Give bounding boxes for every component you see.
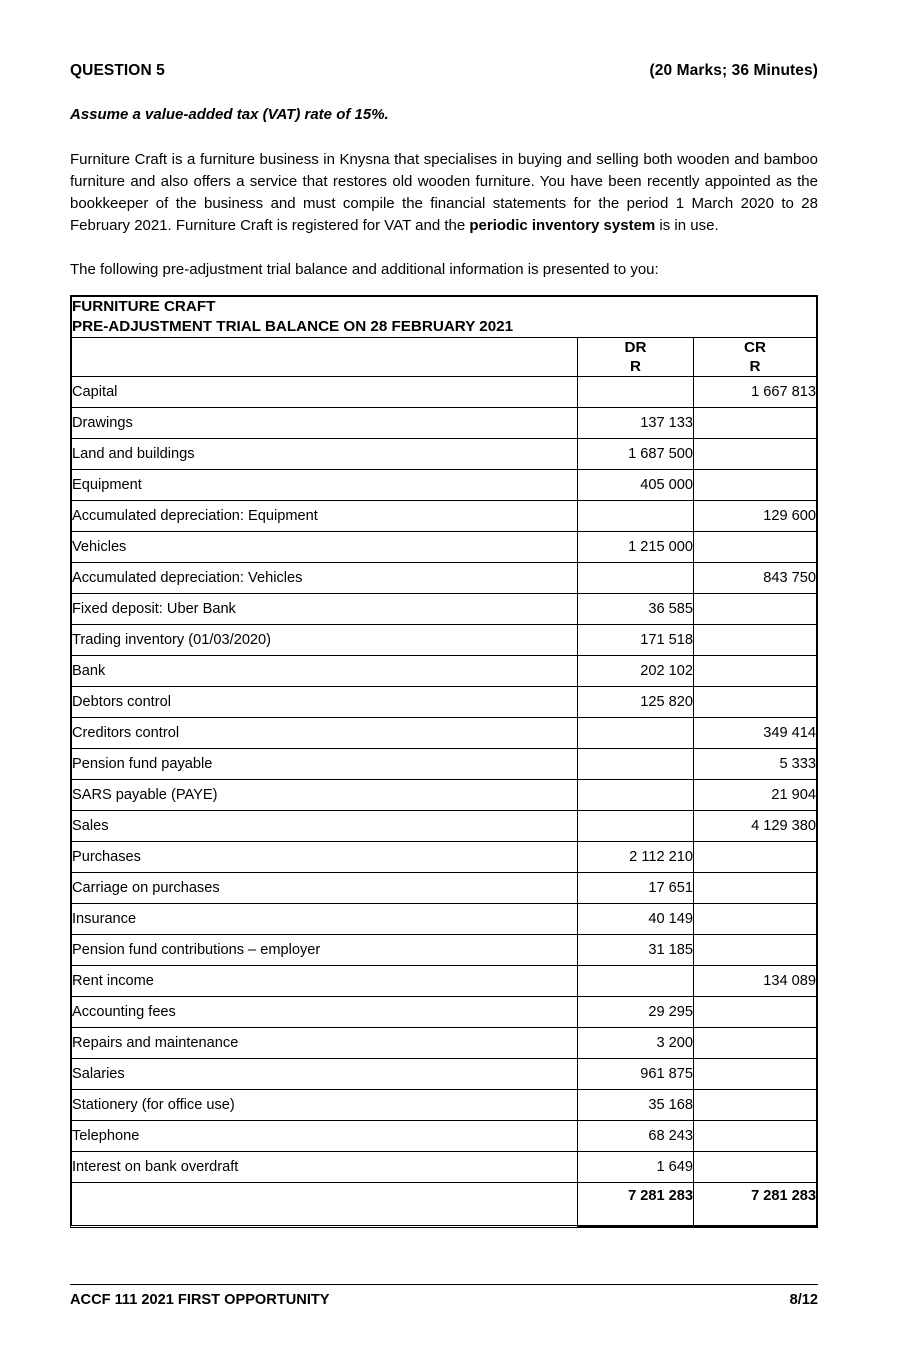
account-name-cell: Rent income: [72, 966, 578, 997]
account-name-cell: Accumulated depreciation: Equipment: [72, 501, 578, 532]
debit-amount-cell: 1 649: [578, 1152, 694, 1183]
table-row: [72, 594, 817, 625]
account-name-cell: Pension fund contributions – employer: [72, 935, 578, 966]
table-row: [72, 1028, 817, 1059]
account-name-cell: Interest on bank overdraft: [72, 1152, 578, 1183]
debit-amount-cell: 171 518: [578, 625, 694, 656]
debit-amount-cell: [578, 563, 694, 594]
marks-and-time: (20 Marks; 36 Minutes): [649, 62, 818, 79]
cr-label: CR: [744, 339, 766, 357]
question-header: [70, 62, 818, 80]
credit-amount-cell: 5 333: [694, 749, 817, 780]
debit-amount-cell: 36 585: [578, 594, 694, 625]
credit-amount-cell: [694, 625, 817, 656]
debit-amount-cell: 68 243: [578, 1121, 694, 1152]
credit-amount-cell: [694, 656, 817, 687]
table-row: [72, 935, 817, 966]
account-name-cell: Fixed deposit: Uber Bank: [72, 594, 578, 625]
credit-amount-cell: [694, 439, 817, 470]
column-header-description: [72, 338, 578, 377]
table-row: [72, 873, 817, 904]
table-row: [72, 377, 817, 408]
table-row: [72, 966, 817, 997]
table-row: [72, 470, 817, 501]
account-name-cell: Accumulated depreciation: Vehicles: [72, 563, 578, 594]
credit-amount-cell: [694, 532, 817, 563]
table-row: [72, 718, 817, 749]
trial-balance-body: [72, 296, 817, 1225]
dr-currency-label: R: [630, 358, 641, 376]
credit-amount-cell: [694, 1121, 817, 1152]
page-content: [70, 62, 818, 1228]
debit-amount-cell: 405 000: [578, 470, 694, 501]
debit-amount-cell: 125 820: [578, 687, 694, 718]
credit-amount-cell: [694, 904, 817, 935]
inventory-system-emphasis: periodic inventory system: [469, 217, 656, 235]
table-row: [72, 687, 817, 718]
table-title-cell: [72, 296, 817, 337]
debit-amount-cell: 2 112 210: [578, 842, 694, 873]
table-intro-line: The following pre-adjustment trial balance and additional information is presented to you:: [70, 261, 659, 279]
table-row: [72, 439, 817, 470]
trial-balance-total-row: [72, 1183, 817, 1226]
credit-amount-cell: [694, 842, 817, 873]
credit-amount-cell: 349 414: [694, 718, 817, 749]
account-name-cell: SARS payable (PAYE): [72, 780, 578, 811]
account-name-cell: Trading inventory (01/03/2020): [72, 625, 578, 656]
table-row: [72, 1121, 817, 1152]
table-row: [72, 656, 817, 687]
credit-amount-cell: [694, 873, 817, 904]
scenario-text-part2: is in use.: [655, 217, 719, 235]
credit-amount-cell: 843 750: [694, 563, 817, 594]
credit-amount-cell: 4 129 380: [694, 811, 817, 842]
account-name-cell: Vehicles: [72, 532, 578, 563]
debit-amount-cell: 29 295: [578, 997, 694, 1028]
credit-amount-cell: [694, 1152, 817, 1183]
account-name-cell: Bank: [72, 656, 578, 687]
debit-amount-cell: 202 102: [578, 656, 694, 687]
trial-balance-table: [71, 296, 817, 1227]
debit-amount-cell: [578, 749, 694, 780]
debit-amount-cell: [578, 811, 694, 842]
statement-name: PRE-ADJUSTMENT TRIAL BALANCE ON 28 FEBRUARY 2021: [72, 318, 514, 335]
dr-label: DR: [624, 339, 647, 357]
table-row: [72, 904, 817, 935]
scenario-text-part1: Furniture Craft is a furniture business in Knysna that specialises in buying and selling both wooden and bamboo furniture and also offers a service that restores old wooden furniture. You have been recently appointed as the bookkeeper of the business and must compile the financial statements for the period 1 March 2020 to 28 February 2021. Furniture Craft is registered for VAT and the: [70, 151, 818, 235]
credit-amount-cell: [694, 687, 817, 718]
debit-amount-cell: [578, 966, 694, 997]
vat-rate-note: Assume a value-added tax (VAT) rate of 15%.: [70, 106, 389, 123]
account-name-cell: Purchases: [72, 842, 578, 873]
debit-amount-cell: 1 215 000: [578, 532, 694, 563]
debit-amount-cell: [578, 377, 694, 408]
credit-amount-cell: 134 089: [694, 966, 817, 997]
credit-amount-cell: [694, 997, 817, 1028]
credit-amount-cell: [694, 1059, 817, 1090]
total-debit-amount: 7 281 283: [578, 1183, 694, 1226]
account-name-cell: Insurance: [72, 904, 578, 935]
credit-amount-cell: [694, 935, 817, 966]
account-name-cell: Salaries: [72, 1059, 578, 1090]
account-name-cell: Accounting fees: [72, 997, 578, 1028]
table-row: [72, 532, 817, 563]
debit-amount-cell: [578, 780, 694, 811]
table-row: [72, 1152, 817, 1183]
table-row: [72, 625, 817, 656]
account-name-cell: Capital: [72, 377, 578, 408]
column-header-cr: [694, 338, 817, 377]
debit-amount-cell: 17 651: [578, 873, 694, 904]
table-row: [72, 811, 817, 842]
credit-amount-cell: [694, 1090, 817, 1121]
credit-amount-cell: 129 600: [694, 501, 817, 532]
account-name-cell: Debtors control: [72, 687, 578, 718]
table-row: [72, 563, 817, 594]
total-row-label: [72, 1183, 578, 1226]
debit-amount-cell: 31 185: [578, 935, 694, 966]
question-label: QUESTION 5: [70, 62, 165, 79]
debit-amount-cell: [578, 718, 694, 749]
credit-amount-cell: 21 904: [694, 780, 817, 811]
account-name-cell: Sales: [72, 811, 578, 842]
table-row: [72, 780, 817, 811]
debit-amount-cell: [578, 501, 694, 532]
account-name-cell: Stationery (for office use): [72, 1090, 578, 1121]
account-name-cell: Carriage on purchases: [72, 873, 578, 904]
credit-amount-cell: [694, 594, 817, 625]
table-row: [72, 408, 817, 439]
table-row: [72, 501, 817, 532]
column-header-dr: [578, 338, 694, 377]
account-name-cell: Land and buildings: [72, 439, 578, 470]
trial-balance-table-container: [70, 295, 818, 1228]
business-name: FURNITURE CRAFT: [72, 297, 216, 315]
account-name-cell: Creditors control: [72, 718, 578, 749]
footer-page-number: 8/12: [789, 1292, 818, 1308]
account-name-cell: Telephone: [72, 1121, 578, 1152]
debit-amount-cell: 40 149: [578, 904, 694, 935]
cr-currency-label: R: [749, 358, 761, 376]
page-footer: [70, 1284, 818, 1308]
table-row: [72, 1059, 817, 1090]
total-credit-amount: 7 281 283: [694, 1183, 817, 1226]
account-name-cell: Pension fund payable: [72, 749, 578, 780]
debit-amount-cell: 35 168: [578, 1090, 694, 1121]
credit-amount-cell: [694, 1028, 817, 1059]
credit-amount-cell: 1 667 813: [694, 377, 817, 408]
table-row: [72, 842, 817, 873]
credit-amount-cell: [694, 470, 817, 501]
account-name-cell: Equipment: [72, 470, 578, 501]
account-name-cell: Drawings: [72, 408, 578, 439]
table-column-header-row: [72, 338, 817, 377]
table-row: [72, 997, 817, 1028]
scenario-paragraph: [70, 149, 818, 237]
table-row: [72, 749, 817, 780]
footer-exam-code: ACCF 111 2021 FIRST OPPORTUNITY: [70, 1292, 330, 1308]
debit-amount-cell: 137 133: [578, 408, 694, 439]
credit-amount-cell: [694, 408, 817, 439]
table-row: [72, 1090, 817, 1121]
debit-amount-cell: 961 875: [578, 1059, 694, 1090]
table-title-row: [72, 296, 817, 337]
debit-amount-cell: 3 200: [578, 1028, 694, 1059]
debit-amount-cell: 1 687 500: [578, 439, 694, 470]
account-name-cell: Repairs and maintenance: [72, 1028, 578, 1059]
